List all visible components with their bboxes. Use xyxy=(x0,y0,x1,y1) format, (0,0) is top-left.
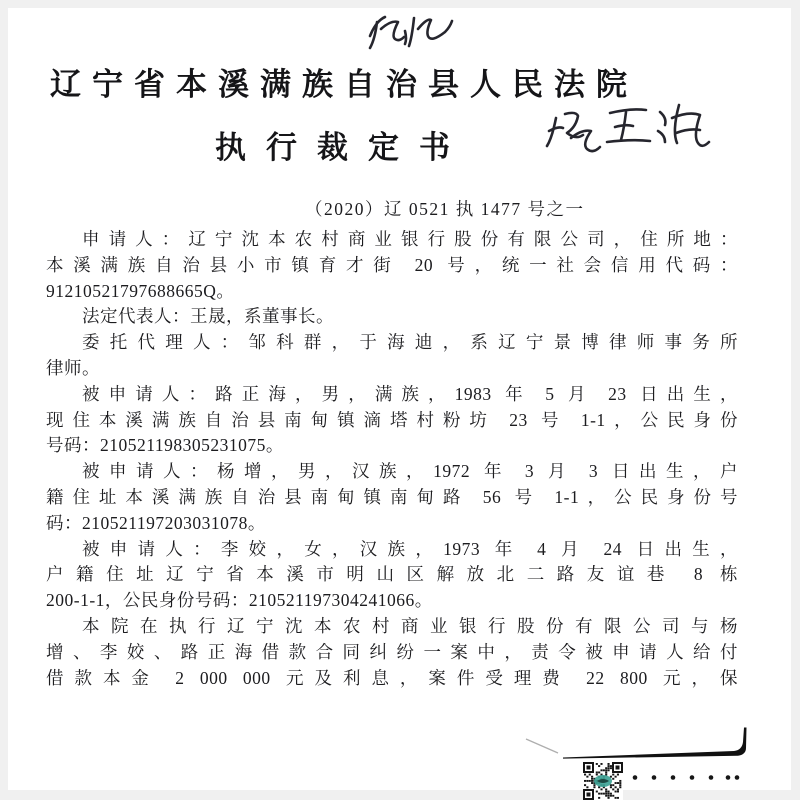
body-line: 200-1-1，公民身份号码：210521197304241066。 xyxy=(46,590,433,611)
body-line: 律师。 xyxy=(46,357,100,378)
body-line: 本溪满族自治县小市镇育才街 20 号，统一社会信用代码： xyxy=(46,254,738,275)
body-line: 被申请人：路正海，男，满族，1983 年 5 月 23 日出生， xyxy=(82,383,738,404)
body-line: 委托代理人：邹科群，于海迪，系辽宁景博律师事务所 xyxy=(82,332,738,353)
body-line: 被申请人：李姣，女，汉族，1973 年 4 月 24 日出生， xyxy=(82,538,738,559)
body-line: 申请人：辽宁沈本农村商业银行股份有限公司，住所地： xyxy=(82,229,738,249)
body-line: 号码：210521198305231075。 xyxy=(46,435,284,456)
body-line: 法定代表人：王晟，系董事长。 xyxy=(82,306,334,327)
body-line: 91210521797688665Q。 xyxy=(46,280,235,301)
body-line: 本院在执行辽宁沈本农村商业银行股份有限公司与杨 xyxy=(82,615,738,636)
body-line: 被申请人：杨增，男，汉族，1972 年 3 月 3 日出生，户 xyxy=(82,461,738,482)
body-line: 码：210521197203031078。 xyxy=(46,512,266,533)
body-line: 现住本溪满族自治县南甸镇滴塔村粉坊 23 号 1-1，公民身份 xyxy=(46,409,738,430)
body-line: 户籍住址辽宁省本溪市明山区解放北二路友谊巷 8 栋 xyxy=(46,564,738,585)
case-number: （2020）辽 0521 执 1477 号之一 xyxy=(305,199,585,219)
body-line: 籍住址本溪满族自治县南甸镇南甸路 56 号 1-1，公民身份号 xyxy=(46,486,738,507)
document-type-heading: 执行裁定书 xyxy=(215,130,470,165)
scanned-document-page xyxy=(8,8,791,790)
body-line: 借款本金 2 000 000 元及利息，案件受理费 22 800 元，保 xyxy=(46,667,738,688)
dotted-separator xyxy=(8,8,791,790)
body-line: 增、李姣、路正海借款合同纠纷一案中，责令被申请人给付 xyxy=(46,641,738,662)
court-name-title: 辽宁省本溪满族自治县人民法院 xyxy=(50,67,638,102)
